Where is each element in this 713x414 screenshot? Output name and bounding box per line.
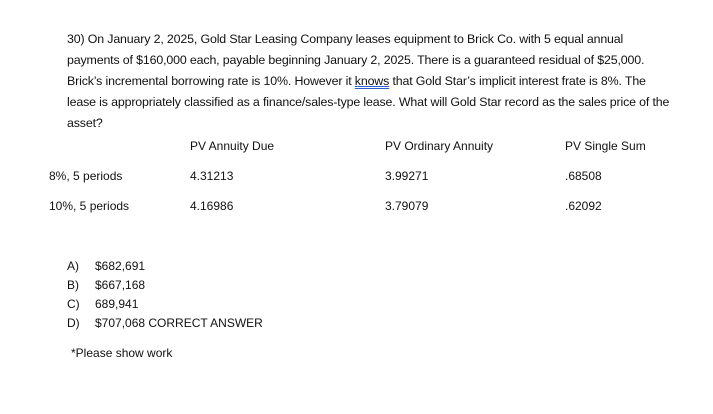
question-text: 30) On January 2, 2025, Gold Star Leasing Company leases equipment to Brick Co. with 5 equal annual payments of $160,000 each, payable beginning January 2, 2025. There is a guaranteed residual of $25,000. Brick’s incremental borrowing rate is 10%. However it knows that Gold Star’s implicit interest frate is 8%. The lease is appropriately classified as a finance/sales-type lease. What will Gold Star record as the sales price of the asset? (67, 32, 670, 130)
cell: 3.79079 (385, 199, 429, 213)
cell: .68508 (565, 169, 602, 183)
cell: .62092 (565, 199, 602, 213)
cell: 4.31213 (190, 169, 234, 183)
option-c: C) 689,941 (67, 297, 139, 311)
row-label: 10%, 5 periods (49, 199, 130, 213)
cell: 3.99271 (385, 169, 429, 183)
option-d: D) $707,068 CORRECT ANSWER (67, 316, 263, 330)
cell: 4.16986 (190, 199, 234, 213)
header-pv-annuity-due: PV Annuity Due (190, 139, 275, 153)
row-label: 8%, 5 periods (49, 169, 123, 183)
option-a: A) $682,691 (67, 259, 146, 273)
header-pv-single-sum: PV Single Sum (565, 139, 646, 153)
header-pv-ordinary-annuity: PV Ordinary Annuity (385, 139, 494, 153)
option-b: B) $667,168 (67, 278, 146, 292)
spellcheck-flagged-word[interactable]: knows (354, 74, 390, 88)
note: *Please show work (71, 346, 173, 360)
